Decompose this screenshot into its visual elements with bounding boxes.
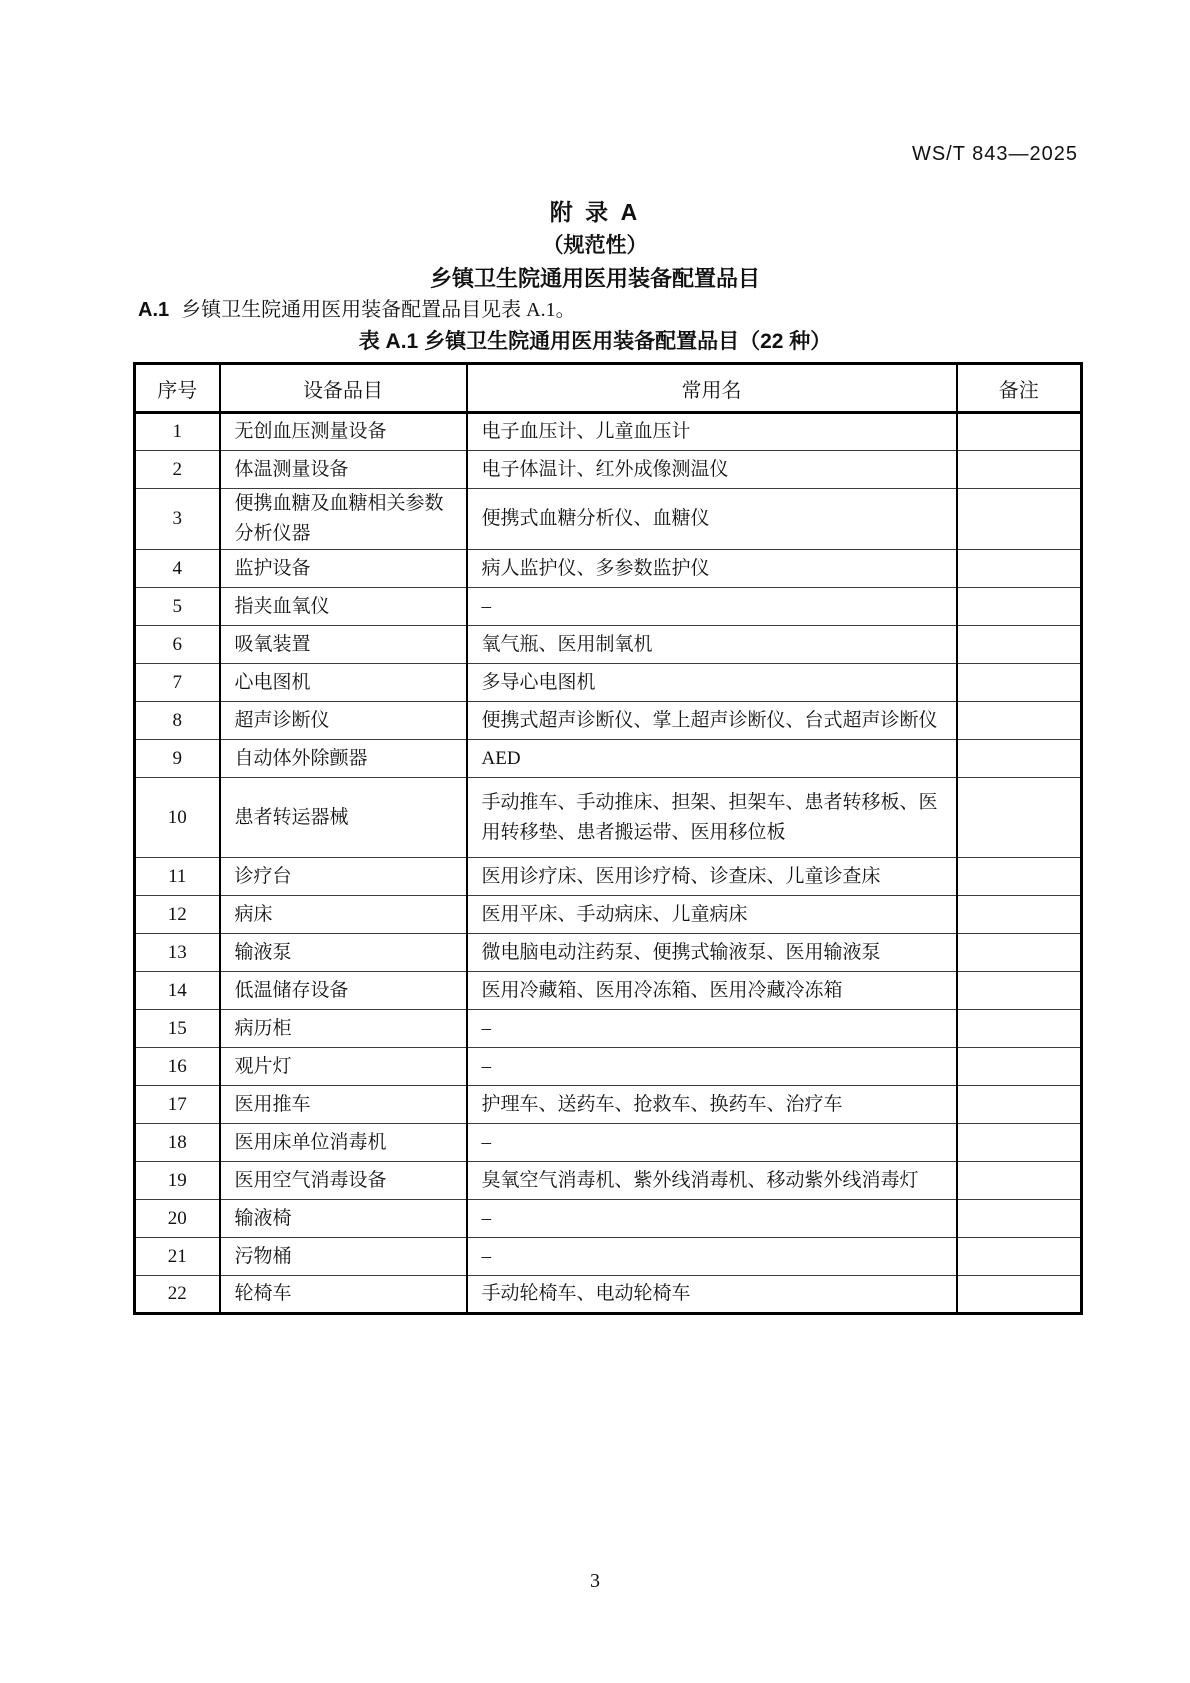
table-row <box>135 740 1082 778</box>
cell-equipment-item: 轮椅车 <box>220 1276 467 1314</box>
cell-equipment-item: 病床 <box>220 896 467 934</box>
table-row <box>135 626 1082 664</box>
cell-remark <box>957 1086 1082 1124</box>
column-header-remark: 备注 <box>957 364 1082 413</box>
table-row <box>135 664 1082 702</box>
table-row <box>135 1010 1082 1048</box>
cell-common-name: 手动轮椅车、电动轮椅车 <box>467 1276 957 1314</box>
cell-remark <box>957 934 1082 972</box>
table-header-row <box>135 364 1082 413</box>
clause-a1 <box>138 293 576 322</box>
cell-remark <box>957 1276 1082 1314</box>
cell-common-name: 氧气瓶、医用制氧机 <box>467 626 957 664</box>
cell-remark <box>957 702 1082 740</box>
appendix-title: 附 录 A <box>549 199 641 225</box>
cell-serial-number: 5 <box>135 588 220 626</box>
cell-remark <box>957 1162 1082 1200</box>
cell-equipment-item: 心电图机 <box>220 664 467 702</box>
cell-equipment-item: 医用空气消毒设备 <box>220 1162 467 1200</box>
cell-remark <box>957 1200 1082 1238</box>
cell-common-name: 病人监护仪、多参数监护仪 <box>467 550 957 588</box>
cell-equipment-item: 医用推车 <box>220 1086 467 1124</box>
table-row <box>135 489 1082 550</box>
cell-equipment-item: 监护设备 <box>220 550 467 588</box>
cell-common-name: 臭氧空气消毒机、紫外线消毒机、移动紫外线消毒灯 <box>467 1162 957 1200</box>
table-row <box>135 896 1082 934</box>
cell-common-name: – <box>467 1010 957 1048</box>
cell-equipment-item: 病历柜 <box>220 1010 467 1048</box>
column-header-serial: 序号 <box>135 364 220 413</box>
table-row <box>135 1238 1082 1276</box>
cell-serial-number: 19 <box>135 1162 220 1200</box>
appendix-normative-label: （规范性） <box>542 234 648 257</box>
cell-common-name: 手动推车、手动推床、担架、担架车、患者转移板、医用转移垫、患者搬运带、医用移位板 <box>467 778 957 858</box>
cell-serial-number: 9 <box>135 740 220 778</box>
cell-equipment-item: 医用床单位消毒机 <box>220 1124 467 1162</box>
table-row <box>135 550 1082 588</box>
column-header-item: 设备品目 <box>220 364 467 413</box>
cell-remark <box>957 1124 1082 1162</box>
cell-common-name: – <box>467 588 957 626</box>
cell-remark <box>957 413 1082 451</box>
table-row <box>135 702 1082 740</box>
cell-serial-number: 8 <box>135 702 220 740</box>
cell-remark <box>957 1010 1082 1048</box>
cell-remark <box>957 896 1082 934</box>
cell-serial-number: 22 <box>135 1276 220 1314</box>
cell-common-name: 多导心电图机 <box>467 664 957 702</box>
cell-equipment-item: 观片灯 <box>220 1048 467 1086</box>
table-row <box>135 1276 1082 1314</box>
cell-equipment-item: 自动体外除颤器 <box>220 740 467 778</box>
cell-remark <box>957 451 1082 489</box>
standard-code: WS/T 843—2025 <box>911 143 1078 165</box>
table-row <box>135 778 1082 858</box>
cell-equipment-item: 输液椅 <box>220 1200 467 1238</box>
table-row <box>135 1048 1082 1086</box>
cell-remark <box>957 858 1082 896</box>
cell-common-name: 便携式超声诊断仪、掌上超声诊断仪、台式超声诊断仪 <box>467 702 957 740</box>
cell-common-name: 电子血压计、儿童血压计 <box>467 413 957 451</box>
cell-remark <box>957 1048 1082 1086</box>
cell-remark <box>957 664 1082 702</box>
column-header-common: 常用名 <box>467 364 957 413</box>
table-row <box>135 413 1082 451</box>
cell-common-name: – <box>467 1124 957 1162</box>
table-row <box>135 972 1082 1010</box>
table-row <box>135 588 1082 626</box>
cell-equipment-item: 诊疗台 <box>220 858 467 896</box>
table-caption: 表 A.1 乡镇卫生院通用医用装备配置品目（22 种） <box>358 330 832 353</box>
clause-number: A.1 <box>138 299 170 321</box>
table-row <box>135 1162 1082 1200</box>
cell-serial-number: 10 <box>135 778 220 858</box>
cell-equipment-item: 超声诊断仪 <box>220 702 467 740</box>
cell-serial-number: 13 <box>135 934 220 972</box>
table-row <box>135 858 1082 896</box>
cell-common-name: 便携式血糖分析仪、血糖仪 <box>467 489 957 550</box>
cell-serial-number: 21 <box>135 1238 220 1276</box>
cell-remark <box>957 740 1082 778</box>
cell-common-name: 微电脑电动注药泵、便携式输液泵、医用输液泵 <box>467 934 957 972</box>
table-row <box>135 451 1082 489</box>
cell-equipment-item: 患者转运器械 <box>220 778 467 858</box>
table-row <box>135 1200 1082 1238</box>
cell-serial-number: 6 <box>135 626 220 664</box>
cell-serial-number: 7 <box>135 664 220 702</box>
cell-common-name: AED <box>467 740 957 778</box>
equipment-table <box>133 362 1083 1315</box>
cell-remark <box>957 972 1082 1010</box>
cell-equipment-item: 污物桶 <box>220 1238 467 1276</box>
cell-equipment-item: 体温测量设备 <box>220 451 467 489</box>
cell-equipment-item: 低温储存设备 <box>220 972 467 1010</box>
appendix-heading: 乡镇卫生院通用医用装备配置品目 <box>429 266 760 291</box>
table-row <box>135 1124 1082 1162</box>
cell-common-name: 医用平床、手动病床、儿童病床 <box>467 896 957 934</box>
cell-serial-number: 18 <box>135 1124 220 1162</box>
cell-common-name: – <box>467 1238 957 1276</box>
cell-remark <box>957 588 1082 626</box>
cell-equipment-item: 指夹血氧仪 <box>220 588 467 626</box>
cell-serial-number: 11 <box>135 858 220 896</box>
cell-serial-number: 16 <box>135 1048 220 1086</box>
cell-serial-number: 20 <box>135 1200 220 1238</box>
cell-common-name: 医用诊疗床、医用诊疗椅、诊查床、儿童诊查床 <box>467 858 957 896</box>
cell-serial-number: 4 <box>135 550 220 588</box>
cell-equipment-item: 吸氧装置 <box>220 626 467 664</box>
cell-serial-number: 14 <box>135 972 220 1010</box>
cell-common-name: 护理车、送药车、抢救车、换药车、治疗车 <box>467 1086 957 1124</box>
clause-text: 乡镇卫生院通用医用装备配置品目见表 A.1。 <box>181 299 576 321</box>
cell-equipment-item: 输液泵 <box>220 934 467 972</box>
cell-common-name: 医用冷藏箱、医用冷冻箱、医用冷藏冷冻箱 <box>467 972 957 1010</box>
cell-equipment-item: 无创血压测量设备 <box>220 413 467 451</box>
cell-remark <box>957 626 1082 664</box>
cell-remark <box>957 778 1082 858</box>
cell-common-name: – <box>467 1048 957 1086</box>
cell-remark <box>957 489 1082 550</box>
cell-equipment-item: 便携血糖及血糖相关参数分析仪器 <box>220 489 467 550</box>
page-number: 3 <box>590 1570 600 1592</box>
cell-common-name: – <box>467 1200 957 1238</box>
cell-serial-number: 2 <box>135 451 220 489</box>
cell-common-name: 电子体温计、红外成像测温仪 <box>467 451 957 489</box>
table-row <box>135 1086 1082 1124</box>
cell-serial-number: 12 <box>135 896 220 934</box>
cell-remark <box>957 1238 1082 1276</box>
table-row <box>135 934 1082 972</box>
cell-serial-number: 3 <box>135 489 220 550</box>
cell-remark <box>957 550 1082 588</box>
cell-serial-number: 1 <box>135 413 220 451</box>
cell-serial-number: 17 <box>135 1086 220 1124</box>
cell-serial-number: 15 <box>135 1010 220 1048</box>
